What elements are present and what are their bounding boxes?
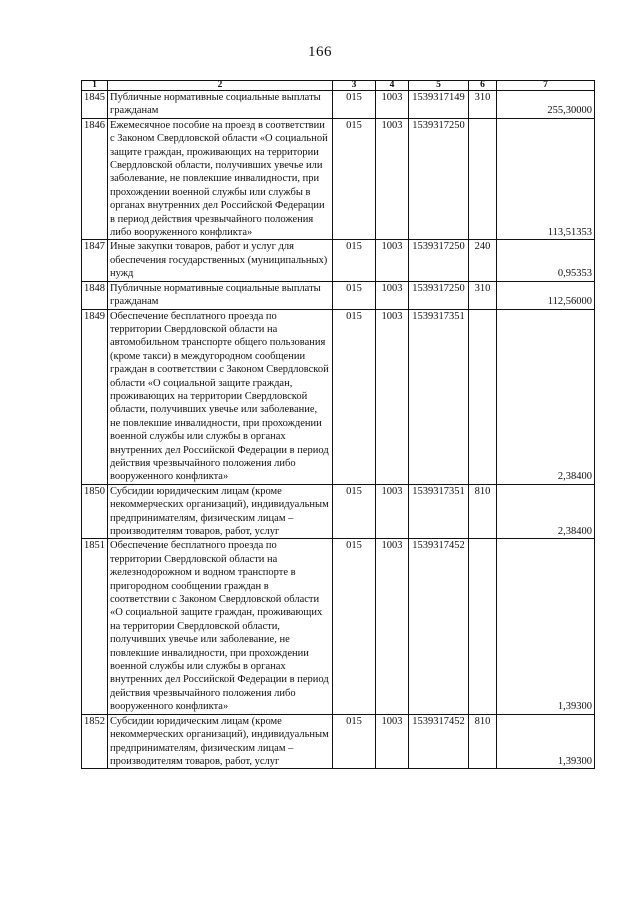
section-code: 1003 (376, 118, 409, 240)
row-number: 1845 (82, 91, 108, 119)
row-description: Субсидии юридическим лицам (кроме некоммерческих организаций), индивидуальным предпринимателям, физическим лицам – производителям товаров, работ, услуг (108, 484, 333, 539)
amount: 2,38400 (497, 484, 595, 539)
ministry-code: 015 (333, 91, 376, 119)
expense-type-code: 310 (469, 281, 497, 309)
amount: 1,39300 (497, 714, 595, 769)
amount: 255,30000 (497, 91, 595, 119)
row-description: Ежемесячное пособие на проезд в соответствии с Законом Свердловской области «О социальной защите граждан, проживающих на территории Свердловской области, получивших увечье или заболевание, не повлекшие инвалидности, при прохождении военной службы или службы в органах внутренних дел Российской Федерации в период действия чрезвычайного положения либо вооруженного конфликта» (108, 118, 333, 240)
section-code: 1003 (376, 309, 409, 484)
column-header: 6 (469, 81, 497, 91)
table-row (82, 539, 595, 714)
ministry-code: 015 (333, 240, 376, 281)
amount: 112,56000 (497, 281, 595, 309)
expense-type-code: 240 (469, 240, 497, 281)
section-code: 1003 (376, 281, 409, 309)
row-description: Субсидии юридическим лицам (кроме некоммерческих организаций), индивидуальным предпринимателям, физическим лицам – производителям товаров, работ, услуг (108, 714, 333, 769)
target-article-code: 1539317452 (409, 539, 469, 714)
amount: 113,51353 (497, 118, 595, 240)
target-article-code: 1539317351 (409, 484, 469, 539)
ministry-code: 015 (333, 484, 376, 539)
expense-type-code (469, 539, 497, 714)
budget-table (81, 80, 595, 769)
table-row (82, 91, 595, 119)
column-header: 4 (376, 81, 409, 91)
section-code: 1003 (376, 714, 409, 769)
expense-type-code: 810 (469, 714, 497, 769)
target-article-code: 1539317452 (409, 714, 469, 769)
row-description: Иные закупки товаров, работ и услуг для обеспечения государственных (муниципальных) нужд (108, 240, 333, 281)
amount: 2,38400 (497, 309, 595, 484)
column-header: 3 (333, 81, 376, 91)
target-article-code: 1539317250 (409, 118, 469, 240)
expense-type-code: 310 (469, 91, 497, 119)
column-header: 5 (409, 81, 469, 91)
row-description: Обеспечение бесплатного проезда по территории Свердловской области на автомобильном транспорте общего пользования (кроме такси) в междугородном сообщении граждан в соответствии с Законом Свердловской области «О социальной защите граждан, проживающих на территории Свердловской области, получивших увечье или заболевание, не повлекшие инвалидности, при прохождении военной службы или службы в органах внутренних дел Российской Федерации в период действия чрезвычайного положения либо вооруженного конфликта» (108, 309, 333, 484)
target-article-code: 1539317250 (409, 240, 469, 281)
row-number: 1851 (82, 539, 108, 714)
column-header: 2 (108, 81, 333, 91)
expense-type-code (469, 118, 497, 240)
expense-type-code: 810 (469, 484, 497, 539)
row-description: Публичные нормативные социальные выплаты гражданам (108, 281, 333, 309)
table-row (82, 714, 595, 769)
ministry-code: 015 (333, 118, 376, 240)
row-number: 1852 (82, 714, 108, 769)
row-number: 1850 (82, 484, 108, 539)
column-header: 7 (497, 81, 595, 91)
section-code: 1003 (376, 539, 409, 714)
table-row (82, 281, 595, 309)
target-article-code: 1539317149 (409, 91, 469, 119)
amount: 1,39300 (497, 539, 595, 714)
target-article-code: 1539317250 (409, 281, 469, 309)
row-description: Публичные нормативные социальные выплаты гражданам (108, 91, 333, 119)
expense-type-code (469, 309, 497, 484)
row-number: 1846 (82, 118, 108, 240)
page-number: 166 (308, 44, 332, 60)
row-number: 1849 (82, 309, 108, 484)
ministry-code: 015 (333, 281, 376, 309)
row-number: 1847 (82, 240, 108, 281)
amount: 0,95353 (497, 240, 595, 281)
ministry-code: 015 (333, 714, 376, 769)
target-article-code: 1539317351 (409, 309, 469, 484)
section-code: 1003 (376, 91, 409, 119)
column-header: 1 (82, 81, 108, 91)
section-code: 1003 (376, 484, 409, 539)
section-code: 1003 (376, 240, 409, 281)
ministry-code: 015 (333, 309, 376, 484)
row-number: 1848 (82, 281, 108, 309)
table-row (82, 118, 595, 240)
ministry-code: 015 (333, 539, 376, 714)
table-header-row (82, 81, 595, 91)
row-description: Обеспечение бесплатного проезда по территории Свердловской области на железнодорожном и водном транспорте в пригородном сообщении граждан в соответствии с Законом Свердловской области «О социальной защите граждан, проживающих на территории Свердловской области, получивших увечье или заболевание, не повлекшие инвалидности, при прохождении военной службы или службы в органах внутренних дел Российской Федерации в период действия чрезвычайного положения либо вооруженного конфликта» (108, 539, 333, 714)
table-row (82, 484, 595, 539)
table-row (82, 309, 595, 484)
table-row (82, 240, 595, 281)
